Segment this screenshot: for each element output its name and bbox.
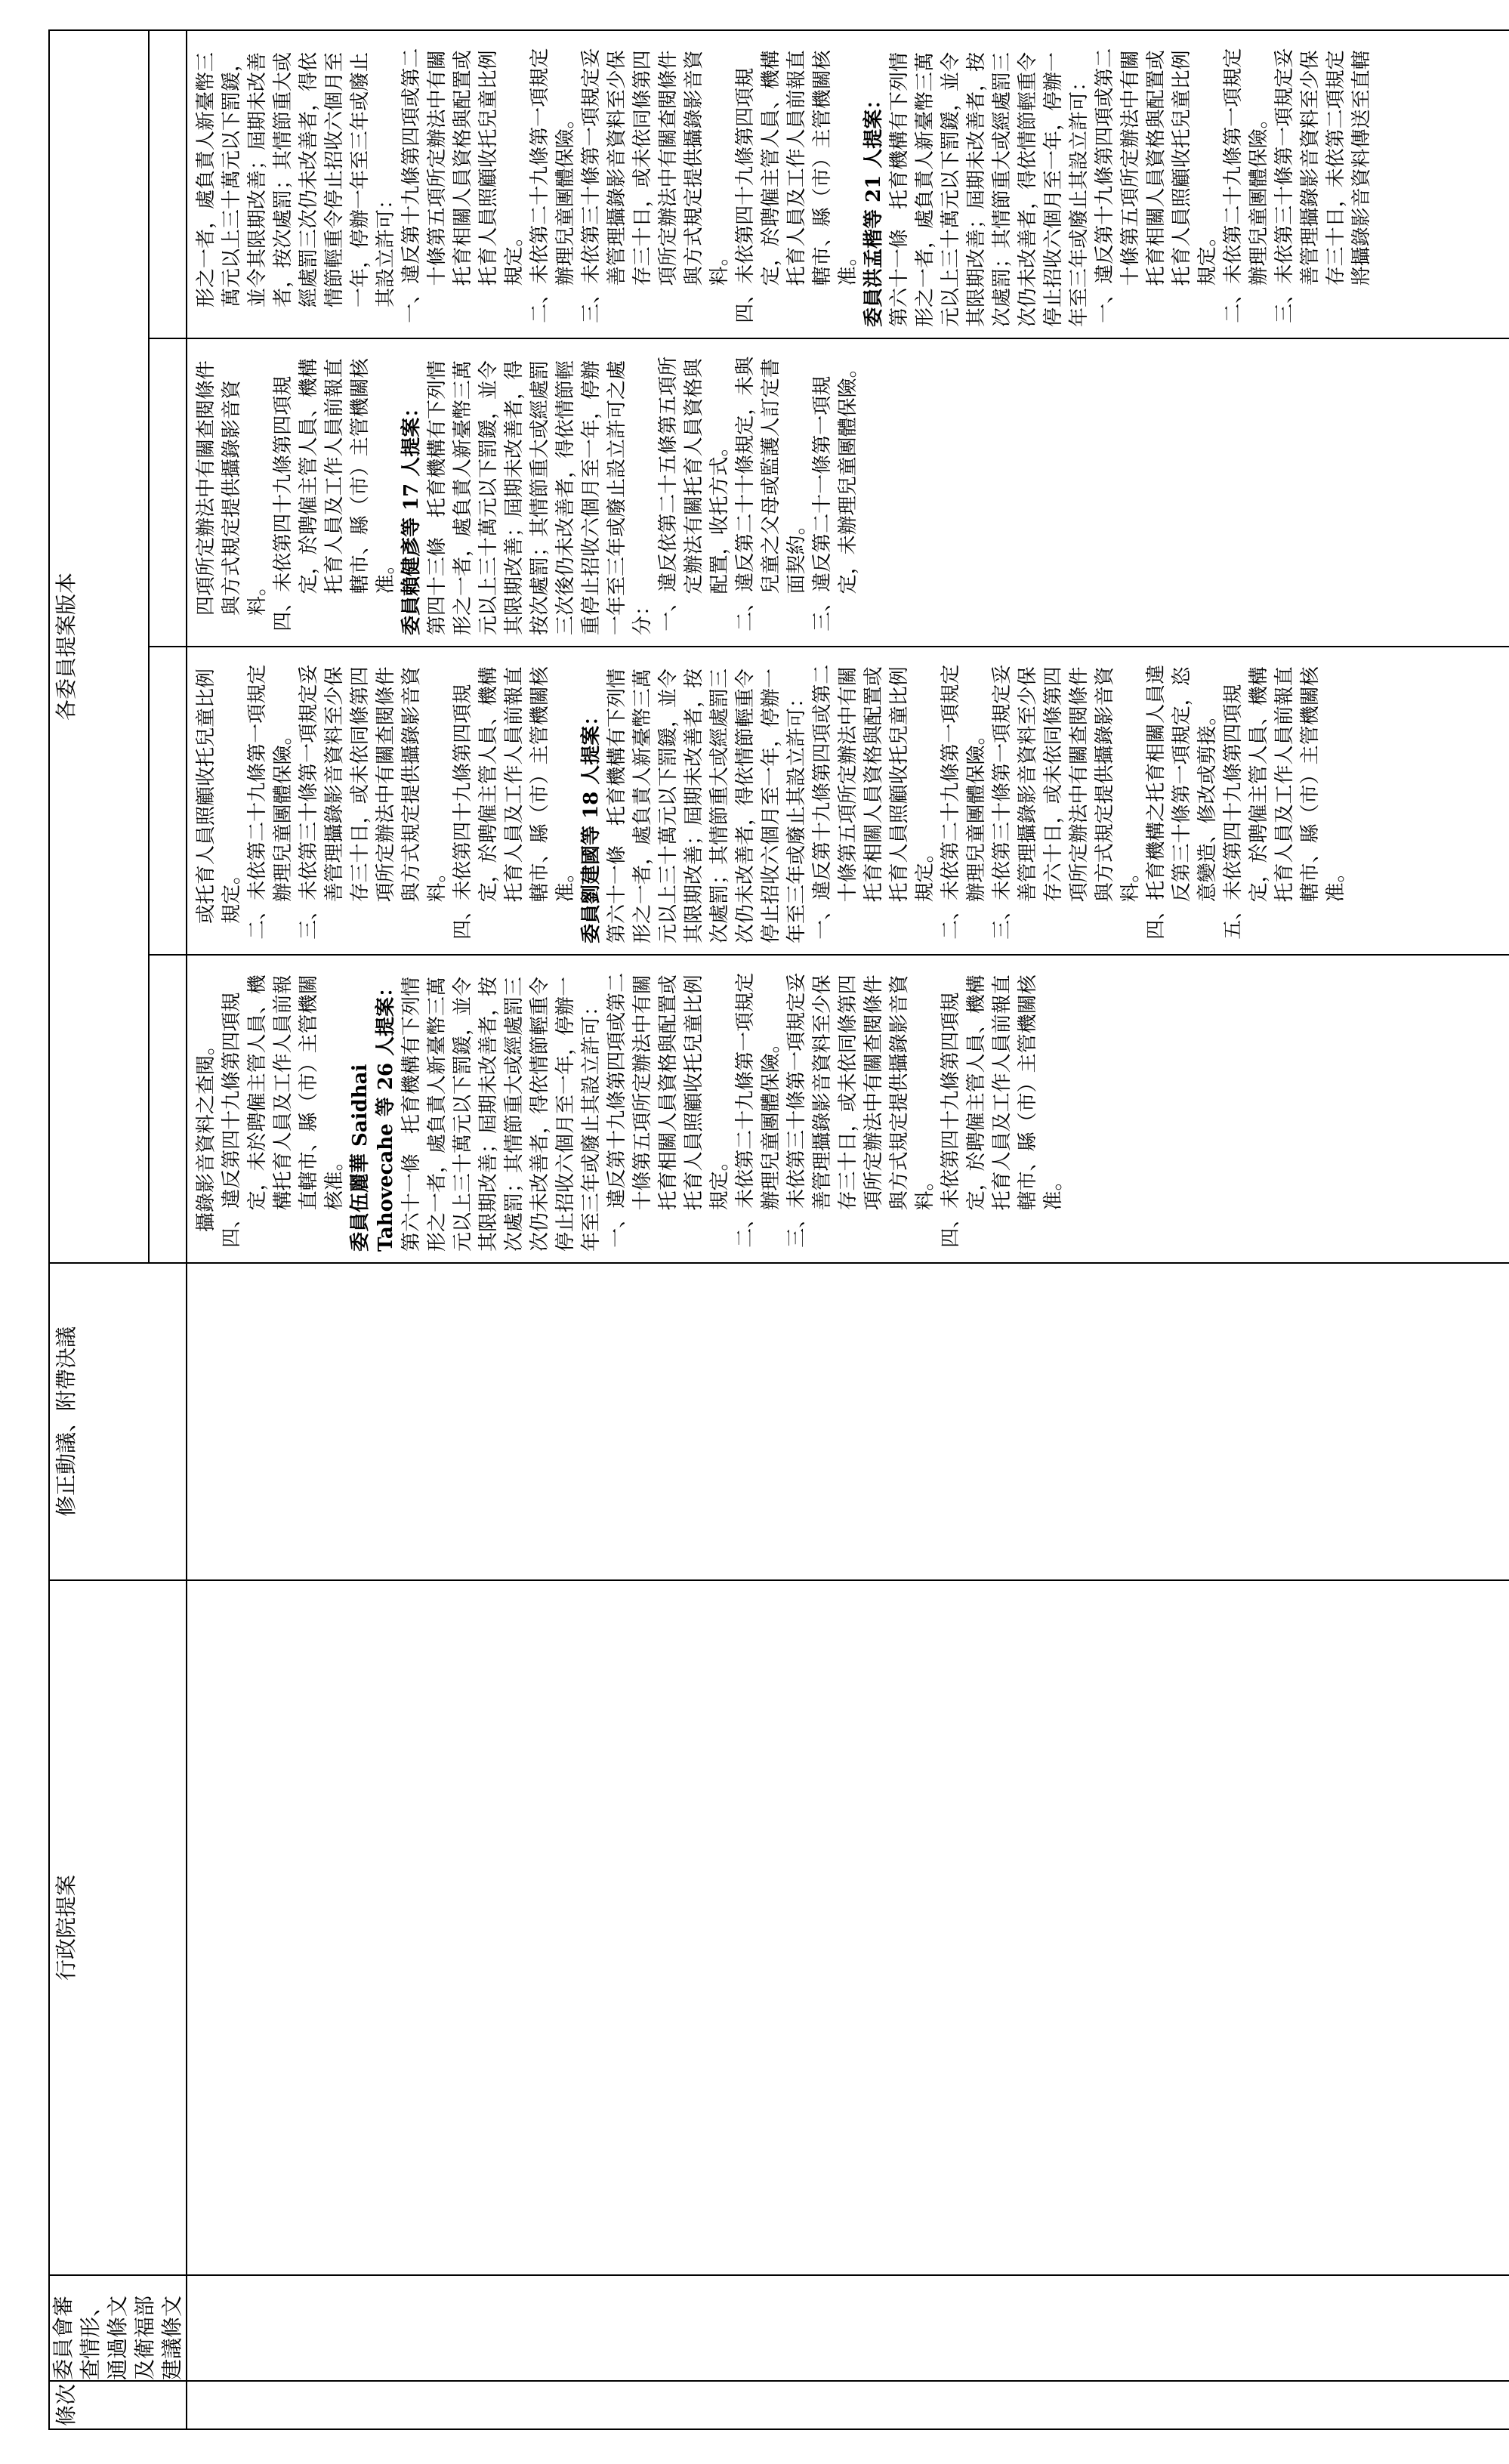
proposal-paragraph: 三、未依第三十條第一項規定妥善管理攝錄影音資料至少保存三十日，或未依同條第四項所定辦法中有關查閱條件與方式規定提供攝錄影音資料。 xyxy=(298,664,449,940)
header-spacer xyxy=(149,955,187,1263)
proposal-text xyxy=(187,31,1381,338)
header-spacer xyxy=(149,338,187,647)
proposal-paragraph: 二、違反第二十十條規定，未與兒童之父母或監護人訂定書面契約。 xyxy=(734,356,808,631)
proposer-heading: 委員伍麗華 Saidhai Tahovecahe 等 26 人提案： xyxy=(349,977,397,1252)
proposer-heading: 委員洪孟楷等 21 人提案： xyxy=(863,89,885,327)
proposal-paragraph: 四、未依第四十九條第四項規定，於聘僱主管人員、機構托育人員及工作人員前報直轄市、縣（市）主管機關核准。 xyxy=(940,974,1065,1248)
proposal-paragraph: 四、未依第四十九條第四項規定，於聘僱主管人員、機構托育人員及工作人員前報直轄市、縣（市）主管機關核准。 xyxy=(452,666,577,940)
proposal-paragraph: 四、違反第四十九條第四項規定，未於聘僱主管人員、機構托育人員及工作人員前報直轄市、縣（市）主管機關核准。 xyxy=(221,974,346,1248)
proposal-paragraph: 四、托育機構之托育相關人員違反第三十條第一項規定，恣意變造、修改或剪接。 xyxy=(1145,664,1219,940)
proposal-paragraph: 三、未依第三十條第一項規定妥善管理攝錄影音資料至少保存三十日，未依第二項規定將攝錄影音資料傳送至直轄 xyxy=(1273,48,1373,323)
proposal-paragraph: 一、違反第十九條第四項或第二十條第五項所定辦法中有關托育相關人員資格與配置或托育人員照顧收托兒童比例規定。 xyxy=(606,972,731,1248)
proposal-paragraph: 第六十一條 托育機構有下列情形之一者，處負責人新臺幣三萬元以上三十萬元以下罰鍰，並令其限期改善；屆期未改善者，按次處罰；其情節重大或經處罰三次仍未改善者，得依情節輕重令停止招收六個月至一年，停辦一年至三年或廢止其設立許可： xyxy=(888,51,1091,327)
cell-executive-proposal xyxy=(187,1580,1509,2275)
proposal-paragraph: 二、未依第二十九條第一項規定辦理兒童團體保險。 xyxy=(529,48,577,323)
proposal-paragraph: 二、未依第二十九條第一項規定辦理兒童團體保險。 xyxy=(940,664,988,940)
proposal-paragraph: 三、違反第二十一條第一項規定，未辦理兒童團體保險。 xyxy=(811,358,859,631)
proposal-paragraph: 三、未依第三十條第一項規定妥善管理攝錄影音資料至少保存三十日，或未依同條第四項所定辦法中有關查閱條件與方式規定提供攝錄影音資料。 xyxy=(785,972,937,1248)
proposal-paragraph: 攝錄影音資料之查閱。 xyxy=(195,1035,218,1232)
header-committee-review: 委員會審查情形、通過條文及衛福部建議條文 xyxy=(49,2275,187,2381)
header-member-proposals: 各委員提案版本 xyxy=(49,30,149,1263)
proposal-paragraph: 二、未依第二十九條第一項規定辦理兒童團體保險。 xyxy=(1222,48,1270,323)
proposal-paragraph: 三、未依第三十條第一項規定妥善管理攝錄影音資料至少保存六十日，或未依同條第四項所定辦法中有關查閱條件與方式規定提供攝錄影音資料。 xyxy=(991,664,1142,940)
proposer-heading: 委員賴健彥等 17 人提案： xyxy=(400,397,423,635)
proposal-paragraph: 五、未依第四十九條第四項規定，於聘僱主管人員、機構托育人員及工作人員前報直轄市、縣（市）主管機關核准。 xyxy=(1222,666,1347,940)
header-spacer xyxy=(149,647,187,955)
comparison-table xyxy=(48,29,1509,2430)
proposal-text xyxy=(187,956,1072,1262)
member-proposal-column xyxy=(187,30,1509,338)
proposal-paragraph: 二、未依第二十九條第一項規定辦理兒童團體保險。 xyxy=(246,664,295,940)
member-proposal-column xyxy=(187,647,1509,955)
proposal-paragraph: 第四十三條 托育機構有下列情形之一者，處負責人新臺幣三萬元以上三十萬元以下罰鍰，並令其限期改善；屆期未改善者，得按次處罰；其情節重大或經處罰三次後仍未改善者，得依情節輕重停止招收六個月至一年，停辦一年至三年或廢止設立許可之處分： xyxy=(426,360,654,635)
proposal-paragraph: 四、未依第四十九條第四項規定，於聘僱主管人員、機構托育人員及工作人員前報直轄市、縣（市）主管機關核准。 xyxy=(734,50,859,323)
member-proposal-column xyxy=(187,338,1509,647)
proposal-paragraph: 一、違反第十九條第四項或第二十條第五項所定辦法中有關托育相關人員資格與配置或托育人員照顧收托兒童比例規定。 xyxy=(1094,48,1219,323)
member-proposal-column xyxy=(187,955,1509,1263)
proposal-paragraph: 三、未依第三十條第一項規定妥善管理攝錄影音資料至少保存三十日，或未依同條第四項所定辦法中有關查閱條件與方式規定提供攝錄影音資料。 xyxy=(580,48,731,323)
proposal-paragraph: 四項所定辦法中有關查閱條件與方式規定提供攝錄影音資料。 xyxy=(195,360,269,616)
proposal-paragraph: 第六十一條 托育機構有下列情形之一者，處負責人新臺幣三萬元以上三十萬元以下罰鍰，並令其限期改善；屆期未改善者，按次處罰；其情節重大或經處罰三次仍未改善者，得依情節輕重令停止招收六個月至一年，停辦一年至三年或廢止其設立許可： xyxy=(400,976,603,1252)
header-article-no: 條次 xyxy=(49,2381,187,2429)
proposal-paragraph: 一、違反依第二十五條第五項所定辦法有關托育人員資格與配置，收托方式。 xyxy=(657,356,731,631)
proposal-text xyxy=(187,647,1355,954)
cell-amendment-motion xyxy=(187,1263,1509,1580)
proposal-paragraph: 第六十一條 托育機構有下列情形之一者，處負責人新臺幣三萬元以上三十萬元以下罰鍰，並令其限期改善；屆期未改善者，按次處罰；其情節重大或經處罰三次仍未改善者，得依情節輕重令停止招收六個月至一年，停辦一年至三年或廢止其設立許可： xyxy=(606,668,808,943)
proposal-text xyxy=(187,339,867,646)
proposal-paragraph: 形之一者，處負責人新臺幣三萬元以上三十萬元以下罰鍰，並令其限期改善；屆期未改善者，按次處罰；其情節重大或經處罰三次仍未改善者，得依情節輕重令停止招收六個月至一年，停辦一年至三年或廢止其設立許可： xyxy=(195,51,397,307)
proposer-heading: 委員劉建國等 18 人提案： xyxy=(580,706,603,943)
cell-article-no xyxy=(187,2381,1509,2429)
header-executive-proposal: 行政院提案 xyxy=(49,1580,187,2275)
proposal-paragraph: 二、未依第二十九條第一項規定辦理兒童團體保險。 xyxy=(734,972,782,1248)
header-spacer xyxy=(149,30,187,338)
proposal-paragraph: 一、違反第十九條第四項或第二十條第五項所定辦法中有關托育相關人員資格與配置或托育人員照顧收托兒童比例規定。 xyxy=(400,48,526,323)
proposal-paragraph: 或托育人員照顧收托兒童比例規定。 xyxy=(195,668,243,924)
header-amendment-motion: 修正動議、附帶決議 xyxy=(49,1263,187,1580)
cell-committee-review xyxy=(187,2275,1509,2381)
proposal-paragraph: 一、違反第十九條第四項或第二十條第五項所定辦法中有關托育相關人員資格與配置或托育人員照顧收托兒童比例規定。 xyxy=(811,664,937,940)
proposal-paragraph: 四、未依第四十九條第四項規定，於聘僱主管人員、機構托育人員及工作人員前報直轄市、縣（市）主管機關核准。 xyxy=(272,358,397,631)
